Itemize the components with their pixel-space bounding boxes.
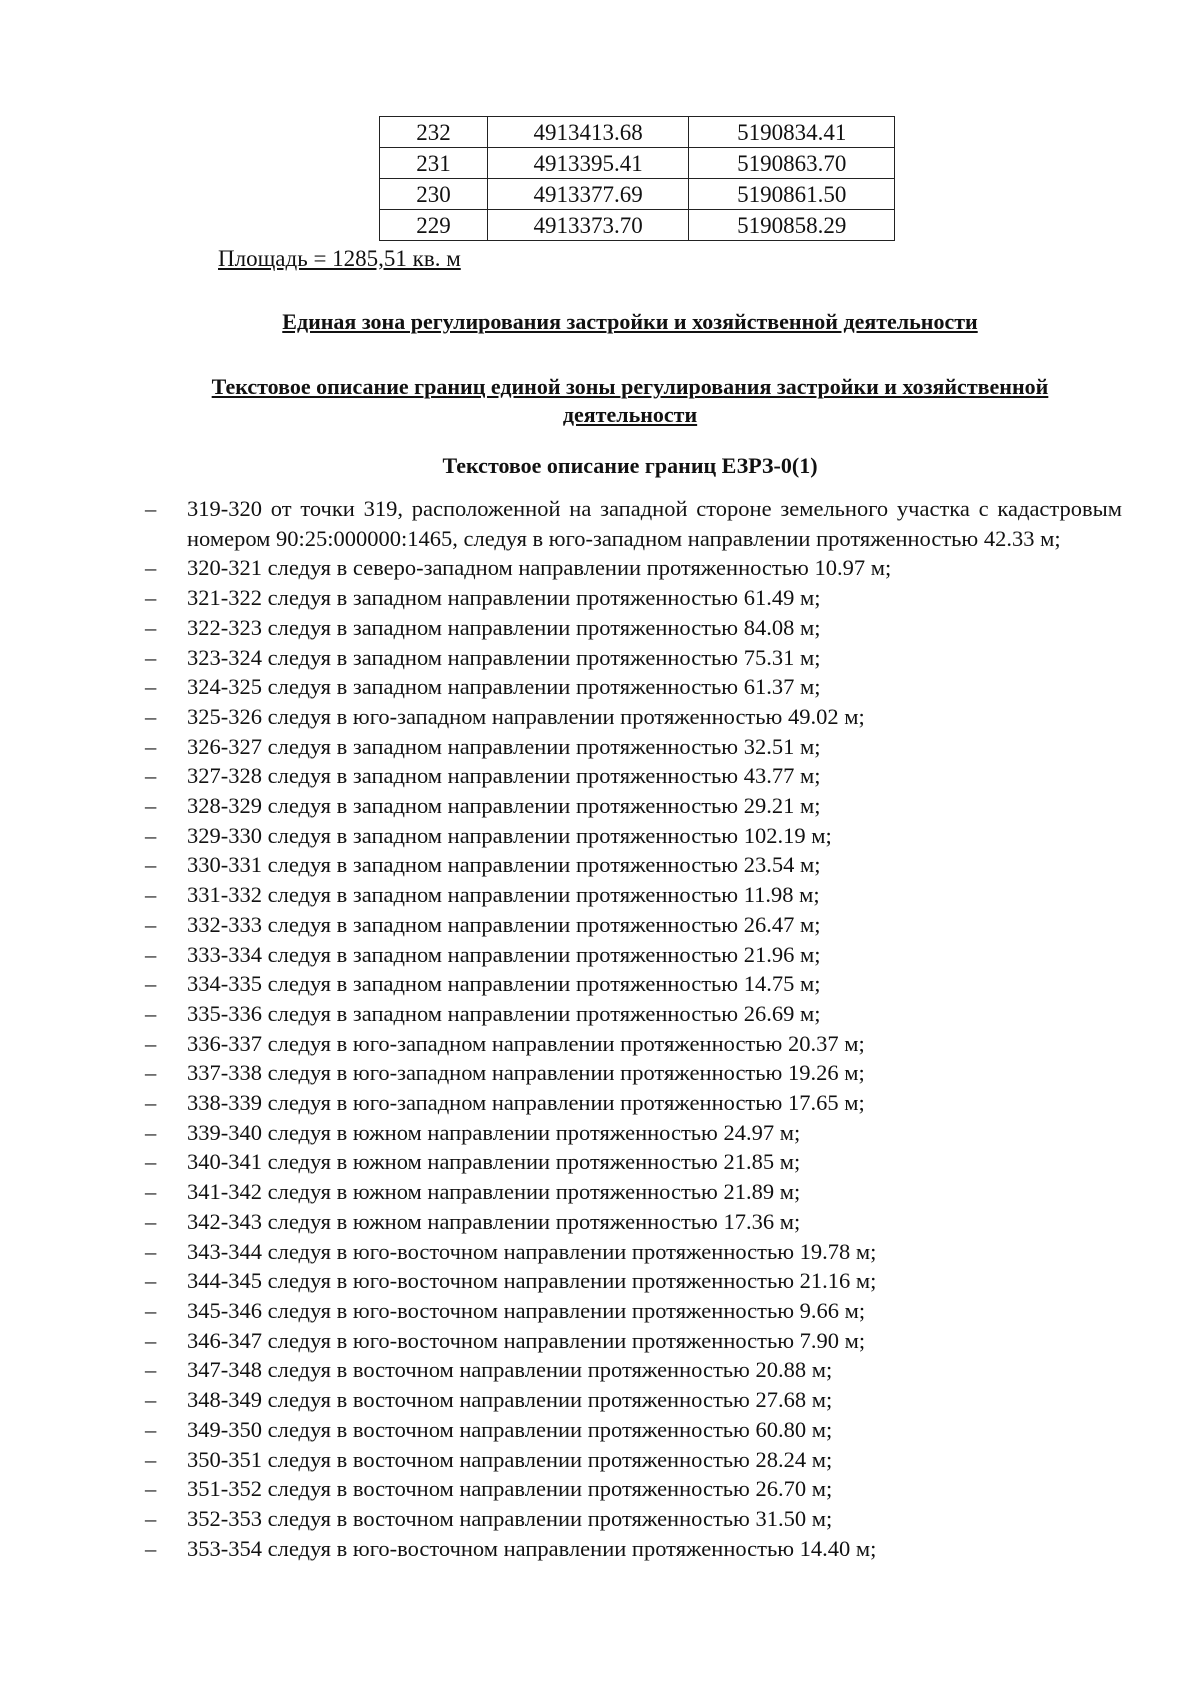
dash-marker: – [145,852,157,878]
dash-marker: – [145,822,157,848]
dash-marker: – [145,1060,157,1086]
boundary-segment-item [0,940,1200,970]
boundary-segment-text: 334-335 следуя в западном направлении протяженностью 14.75 м; [187,971,821,997]
boundary-segment-list [0,494,1200,1563]
point-number-cell: 232 [380,117,488,148]
boundary-segment-text: 328-329 следуя в западном направлении протяженностью 29.21 м; [187,793,821,819]
boundary-segment-text: 346-347 следуя в юго-восточном направлении протяженностью 7.90 м; [187,1327,866,1353]
dash-marker: – [145,555,157,581]
boundary-segment-item [0,1504,1200,1534]
boundary-segment-item [0,999,1200,1029]
boundary-segment-item [0,1385,1200,1415]
dash-marker: – [145,496,157,521]
dash-marker: – [145,1179,157,1205]
point-number-cell: 231 [380,148,488,179]
dash-marker: – [145,1387,157,1413]
boundary-segment-item [0,1355,1200,1385]
ezrz-heading: Текстовое описание границ ЕЗРЗ-0(1) [442,453,818,478]
y-coordinate-cell: 5190863.70 [689,148,895,179]
y-coordinate-cell: 5190861.50 [689,179,895,210]
dash-marker: – [145,1000,157,1026]
boundary-segment-text: 348-349 следуя в восточном направлении протяженностью 27.68 м; [187,1387,833,1413]
coordinates-table [379,116,895,241]
dash-marker: – [145,1030,157,1056]
area-total: Площадь = 1285,51 кв. м [218,246,461,271]
boundary-segment-text: 342-343 следуя в южном направлении протяженностью 17.36 м; [187,1208,801,1234]
dash-marker: – [145,1357,157,1383]
boundary-segment-item [0,1207,1200,1237]
dash-marker: – [145,1149,157,1175]
boundary-segment-item [0,1118,1200,1148]
boundary-segment-item [0,1445,1200,1475]
coordinate-row [380,210,895,241]
dash-marker: – [145,674,157,700]
dash-marker: – [145,1416,157,1442]
boundary-segment-text: 340-341 следуя в южном направлении протяженностью 21.85 м; [187,1149,801,1175]
dash-marker: – [145,585,157,611]
dash-marker: – [145,971,157,997]
dash-marker: – [145,763,157,789]
dash-marker: – [145,733,157,759]
dash-marker: – [145,1476,157,1502]
boundary-segment-text: 337-338 следуя в юго-западном направлении протяженностью 19.26 м; [187,1060,865,1086]
boundary-segment-text: 347-348 следуя в восточном направлении протяженностью 20.88 м; [187,1357,833,1383]
boundary-segment-item [0,613,1200,643]
dash-marker: – [145,1535,157,1561]
boundary-segment-text: 345-346 следуя в юго-восточном направлении протяженностью 9.66 м; [187,1297,866,1323]
description-heading: Текстовое описание границ единой зоны регулирования застройки и хозяйственной деятельности [211,374,1049,427]
boundary-segment-item [0,791,1200,821]
dash-marker: – [145,1505,157,1531]
boundary-segment-text: 322-323 следуя в западном направлении протяженностью 84.08 м; [187,614,821,640]
boundary-segment-text: 327-328 следуя в западном направлении протяженностью 43.77 м; [187,763,821,789]
boundary-segment-item [0,761,1200,791]
boundary-segment-item [0,1029,1200,1059]
coordinates-table-body [380,117,895,241]
boundary-segment-text: 353-354 следуя в юго-восточном направлении протяженностью 14.40 м; [187,1535,877,1561]
dash-marker: – [145,1208,157,1234]
boundary-segment-text: 343-344 следуя в юго-восточном направлении протяженностью 19.78 м; [187,1238,877,1264]
boundary-segment-text: 329-330 следуя в западном направлении протяженностью 102.19 м; [187,822,832,848]
coordinate-row [380,148,895,179]
dash-marker: – [145,1327,157,1353]
boundary-segment-item [0,821,1200,851]
boundary-segment-item [0,1058,1200,1088]
dash-marker: – [145,793,157,819]
boundary-segment-text: 339-340 следуя в южном направлении протяженностью 24.97 м; [187,1119,801,1145]
x-coordinate-cell: 4913413.68 [487,117,689,148]
coordinate-row [380,179,895,210]
dash-marker: – [145,703,157,729]
boundary-segment-item [0,494,1200,553]
boundary-segment-item [0,732,1200,762]
x-coordinate-cell: 4913395.41 [487,148,689,179]
boundary-segment-item [0,969,1200,999]
dash-marker: – [145,1119,157,1145]
dash-marker: – [145,1090,157,1116]
y-coordinate-cell: 5190858.29 [689,210,895,241]
boundary-segment-item [0,1266,1200,1296]
dash-marker: – [145,911,157,937]
boundary-segment-text: 341-342 следуя в южном направлении протяженностью 21.89 м; [187,1179,801,1205]
boundary-segment-item [0,1415,1200,1445]
coordinate-row [380,117,895,148]
boundary-segment-item [0,880,1200,910]
boundary-segment-text: 324-325 следуя в западном направлении протяженностью 61.37 м; [187,674,821,700]
dash-marker: – [145,1268,157,1294]
boundary-segment-item [0,583,1200,613]
dash-marker: – [145,614,157,640]
dash-marker: – [145,1238,157,1264]
boundary-segment-text: 330-331 следуя в западном направлении протяженностью 23.54 м; [187,852,821,878]
boundary-segment-text: 320-321 следуя в северо-западном направлении протяженностью 10.97 м; [187,555,892,581]
boundary-segment-item [0,643,1200,673]
x-coordinate-cell: 4913377.69 [487,179,689,210]
boundary-segment-text: 325-326 следуя в юго-западном направлении протяженностью 49.02 м; [187,703,865,729]
boundary-segment-text: 338-339 следуя в юго-западном направлении протяженностью 17.65 м; [187,1090,865,1116]
boundary-segment-text: 336-337 следуя в юго-западном направлении протяженностью 20.37 м; [187,1030,865,1056]
boundary-segment-text: 344-345 следуя в юго-восточном направлении протяженностью 21.16 м; [187,1268,877,1294]
boundary-segment-text: 349-350 следуя в восточном направлении протяженностью 60.80 м; [187,1416,833,1442]
y-coordinate-cell: 5190834.41 [689,117,895,148]
dash-marker: – [145,644,157,670]
boundary-segment-text: 319-320 от точки 319, расположенной на западной стороне земельного участка с кадастровым номером 90:25:000000:1465, следуя в юго-западном направлении протяженностью 42.33 м; [187,496,1122,551]
dash-marker: – [145,1297,157,1323]
boundary-segment-item [0,672,1200,702]
boundary-segment-item [0,910,1200,940]
boundary-segment-text: 331-332 следуя в западном направлении протяженностью 11.98 м; [187,882,820,908]
boundary-segment-text: 350-351 следуя в восточном направлении протяженностью 28.24 м; [187,1446,833,1472]
boundary-segment-item [0,553,1200,583]
boundary-segment-text: 335-336 следуя в западном направлении протяженностью 26.69 м; [187,1000,821,1026]
boundary-segment-item [0,850,1200,880]
x-coordinate-cell: 4913373.70 [487,210,689,241]
boundary-segment-item [0,1177,1200,1207]
boundary-segment-item [0,1534,1200,1564]
boundary-segment-text: 351-352 следуя в восточном направлении протяженностью 26.70 м; [187,1476,833,1502]
boundary-segment-text: 326-327 следуя в западном направлении протяженностью 32.51 м; [187,733,821,759]
boundary-segment-item [0,1088,1200,1118]
boundary-segment-item [0,1296,1200,1326]
boundary-segment-item [0,1326,1200,1356]
boundary-segment-text: 323-324 следуя в западном направлении протяженностью 75.31 м; [187,644,821,670]
point-number-cell: 230 [380,179,488,210]
boundary-segment-text: 332-333 следуя в западном направлении протяженностью 26.47 м; [187,911,821,937]
boundary-segment-text: 333-334 следуя в западном направлении протяженностью 21.96 м; [187,941,821,967]
point-number-cell: 229 [380,210,488,241]
boundary-segment-text: 321-322 следуя в западном направлении протяженностью 61.49 м; [187,585,821,611]
boundary-segment-text: 352-353 следуя в восточном направлении протяженностью 31.50 м; [187,1505,833,1531]
dash-marker: – [145,941,157,967]
boundary-segment-item [0,1237,1200,1267]
boundary-segment-item [0,702,1200,732]
dash-marker: – [145,1446,157,1472]
boundary-segment-item [0,1474,1200,1504]
zone-heading: Единая зона регулирования застройки и хозяйственной деятельности [282,309,978,334]
boundary-segment-item [0,1147,1200,1177]
dash-marker: – [145,882,157,908]
